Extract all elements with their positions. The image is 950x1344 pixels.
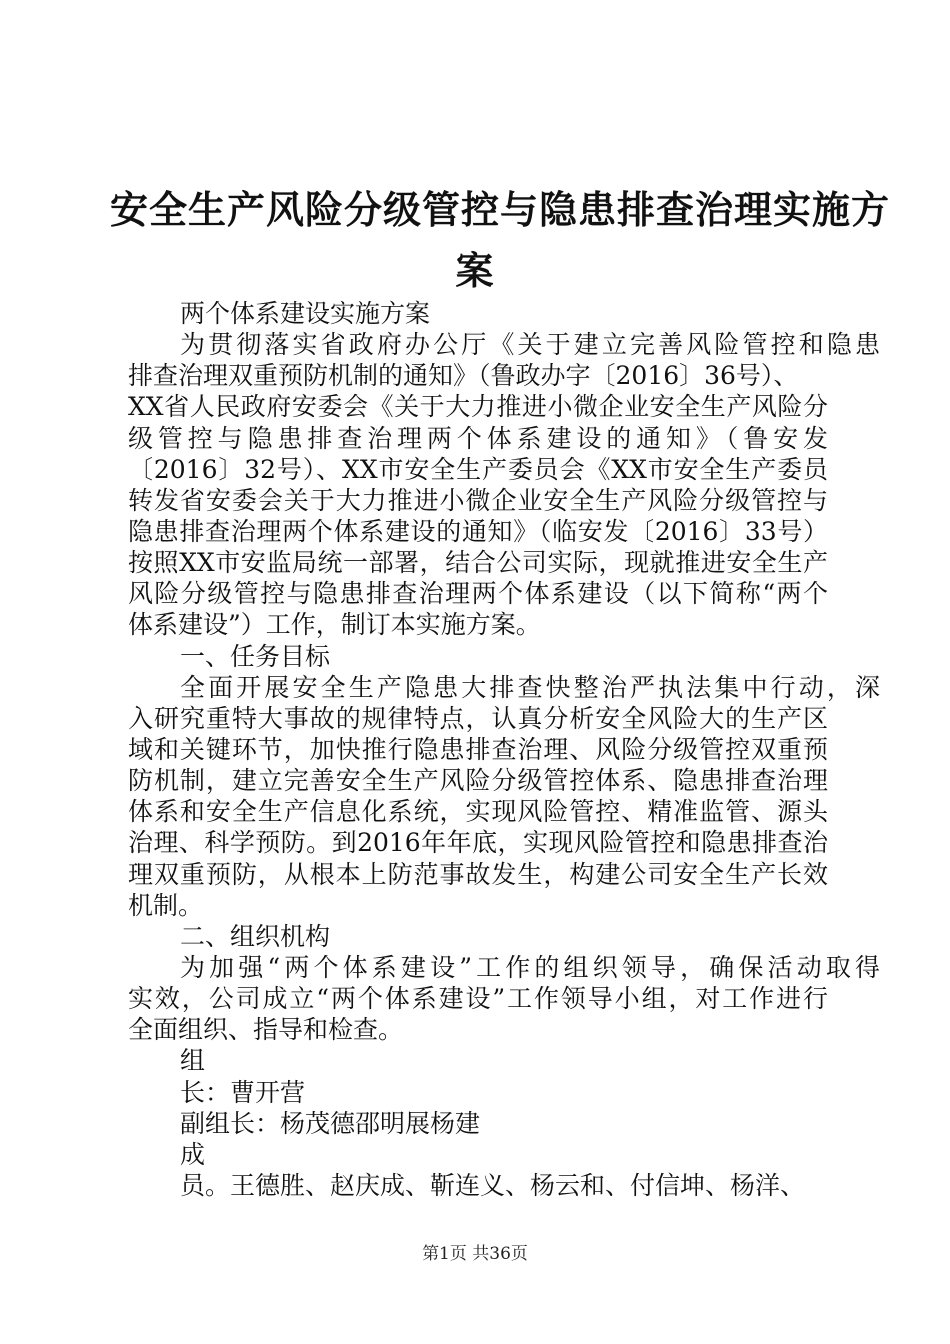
paragraph-line: 风险分级管控与隐患排查治理两个体系建设（以下简称“两个 [128, 579, 828, 609]
paragraph-line: 防机制，建立完善安全生产风险分级管控体系、隐患排查治理 [128, 766, 828, 796]
paragraph-line: 为加强“两个体系建设”工作的组织领导，确保活动取得 [180, 952, 880, 982]
paragraph-line: 机制。 [128, 890, 204, 920]
paragraph-line: 排查治理双重预防机制的通知》（鲁政办字〔2016〕36号）、 [128, 361, 799, 391]
paragraph-line: 实效，公司成立“两个体系建设”工作领导小组，对工作进行 [128, 984, 828, 1014]
member-list-line: 长：曹开营 [180, 1077, 306, 1107]
section-heading-organization: 二、组织机构 [180, 921, 331, 951]
document-body [128, 298, 880, 1201]
paragraph-line: 理双重预防，从根本上防范事故发生，构建公司安全生产长效 [128, 859, 828, 889]
section-heading-goals: 一、任务目标 [180, 641, 331, 671]
document-title-line-2: 案 [455, 248, 495, 293]
paragraph-line: 治理、科学预防。到2016年年底，实现风险管控和隐患排查治 [128, 828, 828, 858]
member-list-line: 组 [180, 1046, 206, 1076]
page-number-footer: 第1页 共36页 [422, 1244, 528, 1264]
paragraph-line: 入研究重特大事故的规律特点，认真分析安全风险大的生产区 [128, 703, 828, 733]
paragraph-line: XX省人民政府安委会《关于大力推进小微企业安全生产风险分 [128, 392, 828, 422]
section-heading-plan: 两个体系建设实施方案 [180, 299, 431, 328]
document-title-line-1: 安全生产风险分级管控与隐患排查治理实施方 [110, 187, 891, 232]
member-list-line: 员。王德胜、赵庆成、靳连义、杨云和、付信坤、杨洋、 [180, 1170, 806, 1200]
member-list-line: 成 [180, 1139, 206, 1169]
member-list-line: 副组长：杨茂德邵明展杨建 [180, 1108, 481, 1138]
paragraph-line: 级管控与隐患排查治理两个体系建设的通知》（鲁安发 [128, 423, 828, 453]
paragraph-line: 域和关键环节，加快推行隐患排查治理、风险分级管控双重预 [128, 734, 828, 764]
paragraph-line: 全面组织、指导和检查。 [128, 1015, 404, 1045]
paragraph-line: 全面开展安全生产隐患大排查快整治严执法集中行动，深 [180, 672, 880, 702]
paragraph-line: 〔2016〕32号）、XX市安全生产委员会《XX市安全生产委员 [128, 454, 828, 484]
paragraph-line: 转发省安委会关于大力推进小微企业安全生产风险分级管控与 [128, 485, 828, 515]
paragraph-line: 体系建设”）工作，制订本实施方案。 [128, 610, 541, 640]
paragraph-line: 隐患排查治理两个体系建设的通知》（临安发〔2016〕33号） [128, 516, 828, 546]
paragraph-line: 为贯彻落实省政府办公厅《关于建立完善风险管控和隐患 [180, 330, 880, 360]
paragraph-line: 体系和安全生产信息化系统，实现风险管控、精准监管、源头 [128, 797, 828, 827]
paragraph-line: 按照XX市安监局统一部署，结合公司实际，现就推进安全生产 [128, 548, 828, 578]
